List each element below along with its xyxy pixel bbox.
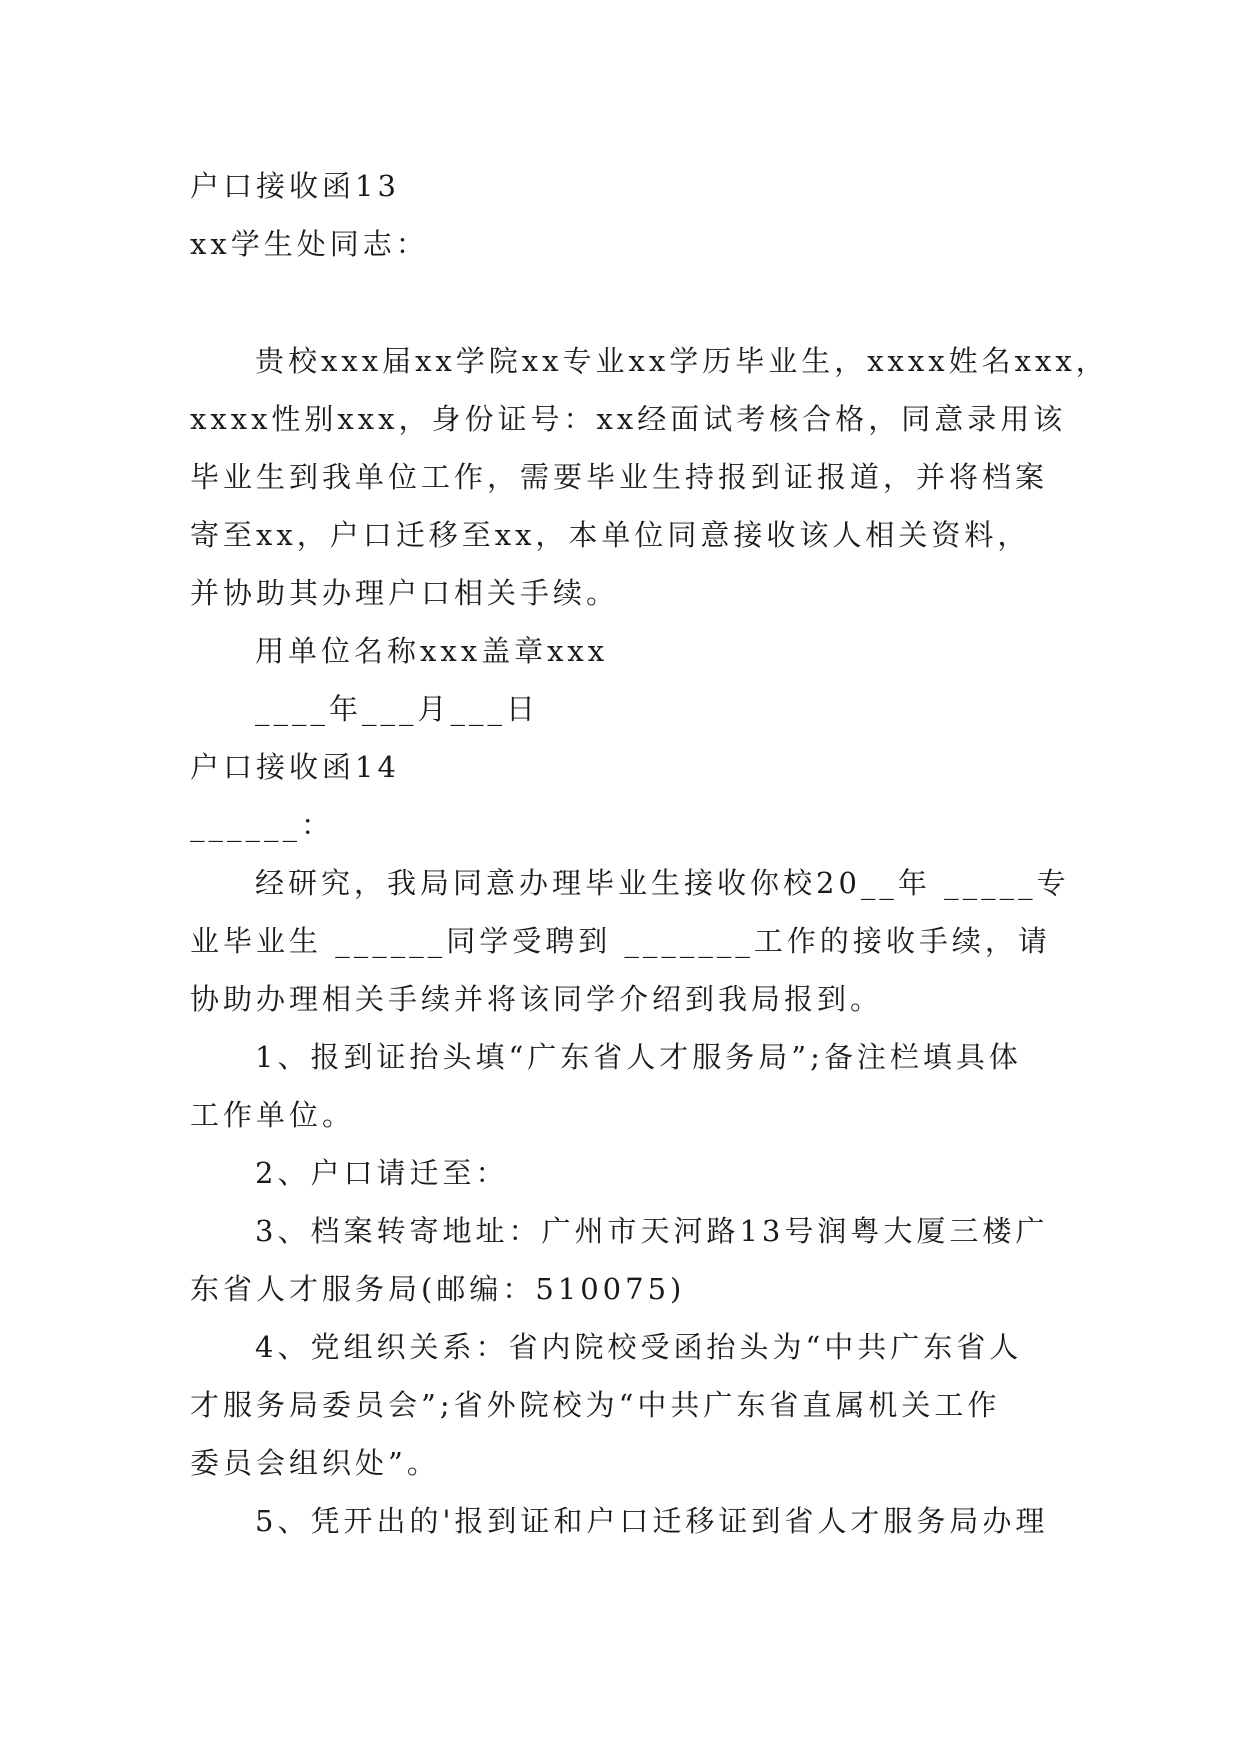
salutation: xx学生处同志： [190, 227, 429, 261]
list-item-4-cont: 才服务局委员会”;省外院校为“中共广东省直属机关工作 [190, 1388, 1001, 1422]
paragraph-line: 毕业生到我单位工作，需要毕业生持报到证报道，并将档案 [190, 460, 1049, 494]
paragraph-line: 寄至xx，户口迁移至xx，本单位同意接收该人相关资料， [190, 518, 1031, 552]
paragraph-line: 并协助其办理户口相关手续。 [190, 576, 620, 610]
letter-title-14: 户口接收函14 [190, 750, 400, 784]
list-item-3-cont: 东省人才服务局(邮编：510075) [190, 1272, 686, 1306]
letter-title-13: 户口接收函13 [190, 169, 400, 203]
list-item-3: 3、档案转寄地址：广州市天河路13号润粤大厦三楼广 [255, 1214, 1049, 1248]
paragraph-line: 贵校xxx届xx学院xx专业xx学历毕业生，xxxx姓名xxx， [255, 344, 1109, 378]
date-line: ____年___月___日 [255, 692, 540, 726]
list-item-1: 1、报到证抬头填“广东省人才服务局”;备注栏填具体 [255, 1040, 1022, 1074]
list-item-1-cont: 工作单位。 [190, 1098, 356, 1132]
recipient-blank: ______： [190, 808, 335, 842]
list-item-4: 4、党组织关系：省内院校受函抬头为“中共广东省人 [255, 1330, 1023, 1364]
paragraph-line: 经研究，我局同意办理毕业生接收你校20__年 _____专 [255, 866, 1070, 900]
list-item-5: 5、凭开出的'报到证和户口迁移证到省人才服务局办理 [255, 1504, 1049, 1538]
paragraph-line: xxxx性别xxx，身份证号：xx经面试考核合格，同意录用该 [190, 402, 1067, 436]
list-item-2: 2、户口请迁至： [255, 1156, 509, 1190]
paragraph-line: 业毕业生 ______同学受聘到 _______工作的接收手续，请 [190, 924, 1051, 958]
paragraph-line: 协助办理相关手续并将该同学介绍到我局报到。 [190, 982, 884, 1016]
list-item-4-cont: 委员会组织处”。 [190, 1446, 440, 1480]
signature-line: 用单位名称xxx盖章xxx [255, 634, 609, 668]
